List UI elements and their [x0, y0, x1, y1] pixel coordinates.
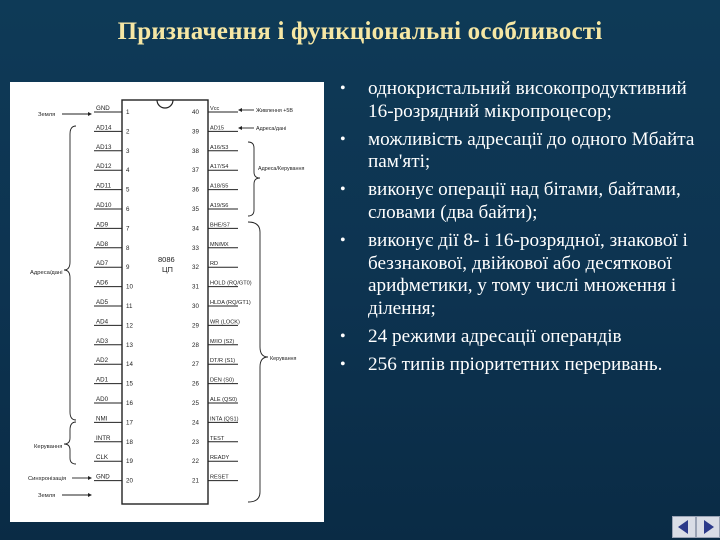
pin-name-left: AD8	[96, 240, 109, 248]
pin-name-right: A17/S4	[210, 164, 229, 171]
pin-name-right: INTA (QS1)	[210, 416, 239, 423]
pin-name-right: READY	[210, 455, 230, 462]
bullet-list	[334, 78, 714, 382]
pin-number-right: 34	[192, 225, 199, 233]
pin-name-right: HLDA (RQ/GT1)	[210, 300, 251, 306]
annotation-clock: Синхронізація	[28, 476, 67, 482]
arrow-left-icon	[678, 520, 688, 534]
pin-name-right: A18/S5	[210, 183, 229, 190]
pin-number-right: 24	[192, 419, 199, 427]
arrowhead-address-data-right	[238, 126, 242, 130]
previous-slide-button[interactable]	[672, 516, 696, 538]
pin-name-left: AD7	[96, 260, 109, 268]
pin-number-right: 37	[192, 167, 199, 175]
pin-name-left: AD12	[96, 163, 112, 171]
annotation-control: Керування	[270, 356, 297, 362]
bullet-mark: •	[340, 355, 346, 373]
pin-number-right: 29	[192, 322, 199, 330]
pin-name-left: AD0	[96, 396, 109, 403]
bullet-text: виконує операції над бітами, байтами, словами (два байти);	[368, 179, 681, 223]
arrowhead-power	[238, 108, 242, 112]
pinout-svg	[10, 82, 324, 522]
pin-number-left: 14	[126, 361, 133, 369]
pin-name-right: RD	[210, 261, 219, 268]
pin-number-right: 31	[192, 283, 199, 291]
bullet-text: 256 типів пріоритетних переривань.	[368, 353, 663, 375]
chip-label: 8086	[158, 255, 175, 264]
pin-number-right: 33	[192, 244, 199, 252]
bullet-mark: •	[340, 327, 346, 345]
bullet-mark: •	[340, 181, 346, 199]
pin-name-right: WR (LOCK)	[210, 319, 240, 326]
pin-number-left: 11	[126, 303, 133, 310]
pin-name-right: A19/S6	[210, 203, 229, 209]
pin-name-right: TEST	[210, 435, 225, 442]
arrowhead-ground-top	[88, 112, 92, 116]
pin-number-left: 6	[126, 206, 130, 213]
bullet-item	[334, 179, 714, 225]
annotation-interrupt: Керування	[34, 444, 63, 450]
annotation-address-status: Адреса/Керування	[258, 166, 305, 172]
pin-name-right: BHE/S7	[210, 222, 230, 229]
annotation-address-data-left: Адреса/дані	[30, 270, 63, 276]
pin-number-right: 27	[192, 361, 199, 369]
pin-name-left: AD2	[96, 357, 109, 365]
pin-name-right: AD15	[210, 125, 224, 132]
pin-number-right: 21	[192, 477, 199, 485]
pin-name-left: AD10	[96, 202, 112, 209]
annotation-power: Живлення +5В	[256, 108, 293, 114]
arrowhead-ground-bottom	[88, 493, 92, 497]
bullet-text: виконує дії 8- і 16-розрядної, знакової і беззнакової, двійкової або десяткової арифметики, у тому числі множення і ділення;	[368, 229, 688, 320]
pin-number-left: 5	[126, 186, 130, 194]
pin-number-right: 25	[192, 400, 199, 407]
bullet-text: 24 режими адресації операндів	[368, 325, 622, 347]
bullet-mark: •	[340, 231, 346, 249]
chip-pinout-diagram	[10, 82, 324, 522]
pin-number-left: 10	[126, 283, 133, 291]
pin-name-left: AD9	[96, 221, 109, 229]
pin-name-left: AD14	[96, 124, 112, 132]
pin-number-left: 2	[126, 128, 130, 136]
bullet-item	[334, 78, 714, 124]
bullet-mark: •	[340, 130, 346, 148]
pin-number-left: 15	[126, 380, 133, 388]
pin-name-left: AD11	[96, 182, 112, 190]
bullet-item	[334, 230, 714, 321]
annotation-ground-bottom: Земля	[38, 493, 56, 499]
brace-address-data-left	[64, 126, 76, 420]
bullet-item	[334, 354, 714, 377]
pin-name-left: CLK	[96, 454, 109, 462]
pin-name-left: AD4	[96, 318, 109, 326]
pin-number-left: 18	[126, 438, 133, 446]
pin-name-right: HOLD (RQ/GT0)	[210, 280, 252, 287]
pin-name-right: DEN (S0)	[210, 377, 234, 384]
pin-name-right: A16/S3	[210, 144, 229, 151]
pin-number-left: 12	[126, 322, 133, 330]
pin-number-left: 3	[126, 147, 130, 155]
next-slide-button[interactable]	[696, 516, 720, 538]
pin-number-right: 30	[192, 303, 199, 310]
pin-name-right: MN/MX	[210, 241, 229, 248]
brace-control	[248, 222, 268, 502]
pin-number-left: 1	[126, 109, 130, 116]
pin-name-right: RESET	[210, 474, 229, 481]
pin-number-left: 8	[126, 244, 130, 252]
bullet-text: можливість адресації до одного Мбайта пам'яті;	[368, 128, 695, 173]
bullet-item	[334, 326, 714, 349]
pin-number-right: 26	[192, 380, 199, 388]
pin-name-left: GND	[96, 473, 110, 481]
pin-name-right: M/IO (S2)	[210, 338, 235, 345]
bullet-item	[334, 129, 714, 175]
pin-name-left: AD5	[96, 299, 109, 306]
pin-name-right: DT/R (S1)	[210, 358, 236, 365]
pin-number-right: 32	[192, 264, 199, 272]
pin-number-left: 9	[126, 264, 130, 272]
bullet-text: однокристальний високопродуктивний 16-розрядний мікропроцесор;	[368, 78, 687, 122]
pin-name-right: Vcc	[210, 106, 220, 112]
pin-number-left: 13	[126, 341, 133, 349]
pin-number-right: 22	[192, 458, 199, 466]
pin-number-left: 7	[126, 225, 130, 233]
bullet-mark: •	[340, 80, 346, 97]
pin-number-left: 20	[126, 477, 133, 485]
pin-name-left: NMI	[96, 415, 108, 423]
pin-number-right: 39	[192, 128, 199, 136]
pin-number-left: 19	[126, 458, 133, 466]
pin-number-right: 40	[192, 109, 199, 116]
annotation-address-data-right: Адреса/дані	[256, 126, 287, 132]
pin-number-right: 35	[192, 206, 199, 213]
pin-name-left: AD1	[96, 376, 109, 384]
pin-number-left: 4	[126, 167, 130, 175]
annotation-ground-top: Земля	[38, 112, 56, 118]
pin-number-left: 16	[126, 400, 133, 407]
brace-address-status	[248, 142, 260, 216]
chip-sublabel: ЦП	[162, 265, 173, 274]
arrow-right-icon	[704, 520, 714, 534]
pin-name-left: GND	[96, 105, 110, 112]
pin-name-left: AD6	[96, 279, 109, 287]
pin-number-right: 23	[192, 438, 199, 446]
pin-number-right: 38	[192, 147, 199, 155]
pin-name-right: ALE (QS0)	[210, 397, 238, 403]
pin-name-left: AD13	[96, 143, 112, 151]
pin-number-right: 28	[192, 341, 199, 349]
slide-title: Призначення і функціональні особливості	[117, 18, 603, 45]
pin-number-right: 36	[192, 186, 199, 194]
pin-number-left: 17	[126, 419, 133, 427]
arrowhead-clock	[88, 476, 92, 480]
pin-name-left: INTR	[96, 434, 111, 442]
pin-name-left: AD3	[96, 337, 109, 345]
brace-interrupt	[64, 422, 76, 464]
